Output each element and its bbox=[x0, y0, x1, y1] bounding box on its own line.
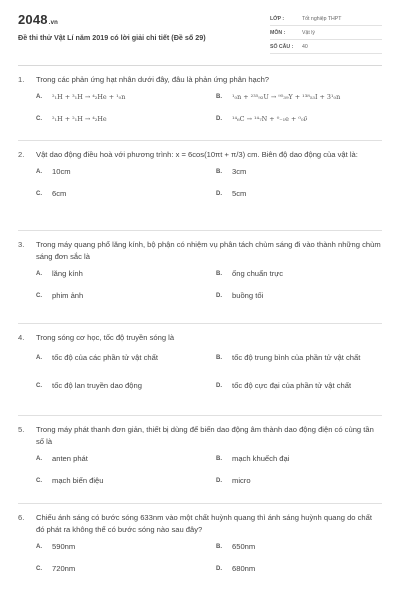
option-text: 5cm bbox=[232, 189, 247, 198]
option-letter: B. bbox=[216, 544, 222, 550]
option-letter: A. bbox=[36, 544, 42, 550]
option-letter: C. bbox=[36, 478, 42, 484]
option-d[interactable] bbox=[216, 183, 382, 205]
option-letter: B. bbox=[216, 355, 222, 361]
option-letter: C. bbox=[36, 566, 42, 572]
option-letter: A. bbox=[36, 169, 42, 175]
question-number: 5. bbox=[18, 425, 25, 434]
option-d[interactable] bbox=[216, 372, 382, 400]
question-stem bbox=[18, 332, 382, 344]
page-header bbox=[18, 0, 382, 66]
option-letter: C. bbox=[36, 116, 42, 122]
meta-row-class bbox=[270, 12, 382, 26]
meta-value: 40 bbox=[302, 43, 308, 50]
option-letter: B. bbox=[216, 271, 222, 277]
option-text: buồng tối bbox=[232, 291, 264, 300]
question-2 bbox=[18, 141, 382, 231]
option-text: 720nm bbox=[52, 564, 76, 573]
option-text: 590nm bbox=[52, 542, 76, 551]
exam-title: Đề thi thử Vật Lí năm 2019 có lời giải chi tiết (Đề số 29) bbox=[18, 33, 206, 42]
question-text: Trong các phản ứng hạt nhân dưới đây, đâu là phản ứng phân hạch? bbox=[36, 75, 270, 84]
option-c[interactable] bbox=[36, 372, 216, 400]
option-text: 650nm bbox=[232, 542, 256, 551]
option-letter: B. bbox=[216, 169, 222, 175]
meta-row-question-count bbox=[270, 40, 382, 54]
option-a[interactable] bbox=[36, 344, 216, 372]
option-b[interactable] bbox=[216, 536, 382, 558]
option-text: ống chuẩn trực bbox=[232, 269, 284, 278]
option-letter: D. bbox=[216, 566, 222, 572]
exam-meta-table bbox=[270, 12, 382, 54]
option-text: micro bbox=[232, 476, 251, 485]
option-letter: C. bbox=[36, 383, 42, 389]
option-b[interactable] bbox=[216, 263, 382, 285]
question-stem bbox=[18, 512, 382, 536]
option-c[interactable] bbox=[36, 558, 216, 580]
question-text: Trong máy quang phổ lăng kính, bộ phận có nhiệm vụ phân tách chùm sáng đi vào thành những chùm sáng đơn sắc là bbox=[36, 240, 381, 261]
meta-value: Vật lý bbox=[302, 29, 315, 36]
question-stem bbox=[18, 149, 382, 161]
question-1 bbox=[18, 66, 382, 141]
question-number: 4. bbox=[18, 333, 25, 342]
option-c[interactable] bbox=[36, 285, 216, 307]
option-letter: D. bbox=[216, 478, 222, 484]
option-text: 10cm bbox=[52, 167, 71, 176]
option-letter: C. bbox=[36, 293, 42, 299]
option-letter: D. bbox=[216, 191, 222, 197]
question-6 bbox=[18, 504, 382, 597]
question-number: 3. bbox=[18, 240, 25, 249]
option-b[interactable] bbox=[216, 161, 382, 183]
site-logo[interactable] bbox=[18, 12, 58, 27]
option-letter: D. bbox=[216, 293, 222, 299]
meta-value: Tốt nghiệp THPT bbox=[302, 15, 342, 22]
option-b[interactable] bbox=[216, 86, 382, 108]
option-text: anten phát bbox=[52, 454, 88, 463]
option-letter: B. bbox=[216, 94, 222, 100]
option-b[interactable] bbox=[216, 448, 382, 470]
question-number: 6. bbox=[18, 513, 25, 522]
question-5 bbox=[18, 416, 382, 504]
question-text: Chiếu ánh sáng có bước sóng 633nm vào một chất huỳnh quang thì ánh sáng huỳnh quang do chất đó phát ra không thể có bước sóng nào sau đây? bbox=[36, 513, 372, 534]
option-text: tốc độ lan truyền dao động bbox=[52, 381, 142, 390]
option-a[interactable] bbox=[36, 263, 216, 285]
question-stem bbox=[18, 424, 382, 448]
option-text: ¹⁴₆C → ¹⁴₇N + ⁰₋₁e + ⁰₀ν̄ bbox=[232, 115, 308, 123]
option-letter: A. bbox=[36, 94, 42, 100]
option-text: mạch khuếch đại bbox=[232, 454, 290, 463]
option-letter: A. bbox=[36, 271, 42, 277]
question-number: 2. bbox=[18, 150, 25, 159]
meta-label: MÔN : bbox=[270, 29, 286, 36]
option-text: 3cm bbox=[232, 167, 247, 176]
option-letter: C. bbox=[36, 191, 42, 197]
option-text: tốc độ của các phần tử vật chất bbox=[52, 353, 158, 362]
option-text: 680nm bbox=[232, 564, 256, 573]
option-letter: A. bbox=[36, 456, 42, 462]
option-letter: A. bbox=[36, 355, 42, 361]
option-c[interactable] bbox=[36, 108, 216, 130]
option-text: mạch biến điệu bbox=[52, 476, 104, 485]
answer-options bbox=[18, 263, 382, 307]
question-3 bbox=[18, 231, 382, 324]
answer-options bbox=[18, 448, 382, 492]
option-d[interactable] bbox=[216, 108, 382, 130]
logo-text: 2048 bbox=[18, 12, 48, 27]
question-text: Trong máy phát thanh đơn giản, thiết bị dùng để biến dao động âm thành dao động điện có cùng tần số là bbox=[36, 425, 374, 446]
meta-label: SỐ CÂU : bbox=[270, 43, 294, 50]
answer-options bbox=[18, 86, 382, 130]
option-text: ¹₀n + ²³⁵₉₂U → ⁹⁵₃₉Y + ¹³⁸₅₃I + 3¹₀n bbox=[232, 93, 341, 101]
option-c[interactable] bbox=[36, 470, 216, 492]
answer-options bbox=[18, 161, 382, 205]
option-letter: D. bbox=[216, 116, 222, 122]
option-b[interactable] bbox=[216, 344, 382, 372]
logo-suffix: .vn bbox=[48, 20, 59, 26]
option-letter: B. bbox=[216, 456, 222, 462]
meta-row-subject bbox=[270, 26, 382, 40]
question-text: Vật dao động điều hoà với phương trình: x = 6cos(10πt + π/3) cm. Biên độ dao động của vật là: bbox=[36, 150, 358, 159]
question-stem bbox=[18, 239, 382, 263]
option-c[interactable] bbox=[36, 183, 216, 205]
answer-options bbox=[18, 536, 382, 580]
option-a[interactable] bbox=[36, 161, 216, 183]
question-text: Trong sóng cơ học, tốc độ truyền sóng là bbox=[36, 333, 175, 342]
option-d[interactable] bbox=[216, 285, 382, 307]
answer-options bbox=[18, 344, 382, 400]
option-a[interactable] bbox=[36, 448, 216, 470]
option-text: lăng kính bbox=[52, 269, 83, 278]
option-a[interactable] bbox=[36, 86, 216, 108]
option-text: tốc độ cực đại của phần tử vật chất bbox=[232, 381, 352, 390]
question-number: 1. bbox=[18, 75, 25, 84]
question-stem bbox=[18, 74, 382, 86]
option-a[interactable] bbox=[36, 536, 216, 558]
option-d[interactable] bbox=[216, 470, 382, 492]
option-d[interactable] bbox=[216, 558, 382, 580]
option-text: ²₁H + ³₁H → ⁴₂He + ¹₀n bbox=[52, 93, 126, 101]
option-text: tốc độ trung bình của phần tử vật chất bbox=[232, 353, 361, 362]
option-text: 6cm bbox=[52, 189, 67, 198]
option-text: ²₁H + ²₁H → ⁴₂He bbox=[52, 115, 107, 123]
meta-label: LỚP : bbox=[270, 15, 285, 22]
option-letter: D. bbox=[216, 383, 222, 389]
option-text: phim ảnh bbox=[52, 291, 84, 300]
question-4 bbox=[18, 324, 382, 416]
